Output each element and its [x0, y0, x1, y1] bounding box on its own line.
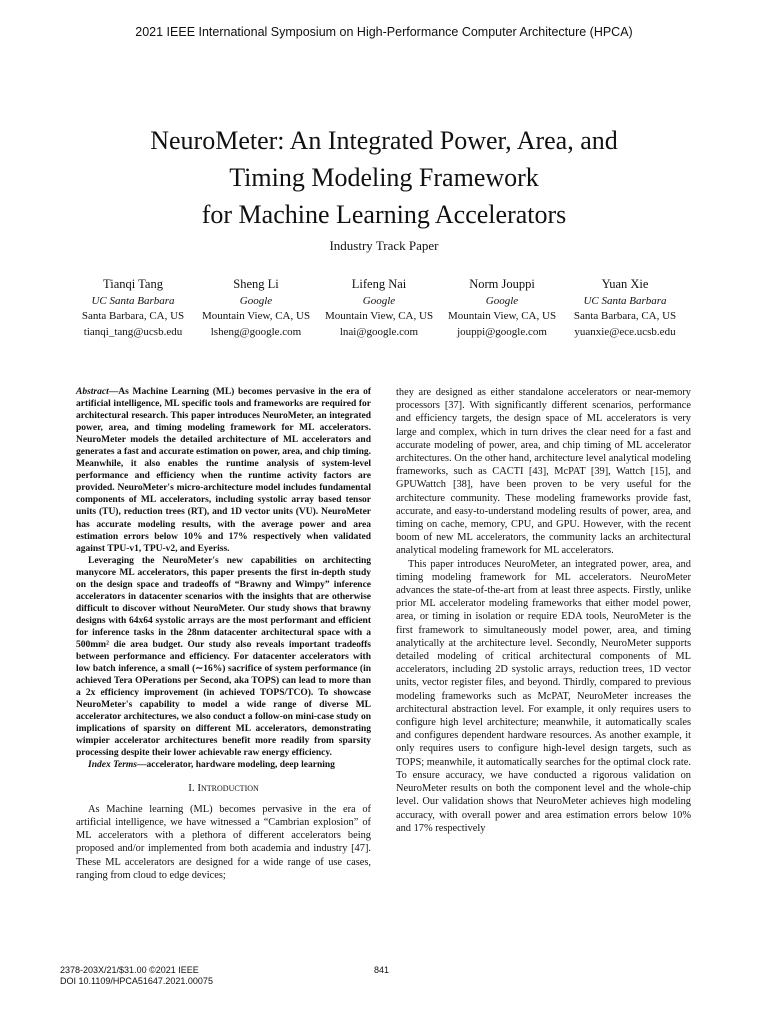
- copyright-line: 2378-203X/21/$31.00 ©2021 IEEE: [60, 965, 199, 975]
- author-affiliation: Google: [362, 294, 396, 307]
- section-heading-introduction: I. Introduction: [188, 781, 259, 794]
- title-line-1: NeuroMeter: An Integrated Power, Area, and: [150, 126, 618, 155]
- author-block: [72, 277, 686, 340]
- author-4: [441, 277, 563, 340]
- author-name: Lifeng Nai: [351, 277, 407, 291]
- author-email: tianqi_tang@ucsb.edu: [83, 325, 183, 338]
- author-1: [72, 277, 194, 340]
- author-name: Yuan Xie: [601, 277, 649, 291]
- author-email: jouppi@google.com: [457, 325, 547, 338]
- author-5: [564, 277, 686, 340]
- author-location: Mountain View, CA, US: [447, 310, 557, 322]
- title-line-2: Timing Modeling Framework: [229, 163, 539, 192]
- author-affiliation: UC Santa Barbara: [583, 294, 667, 307]
- abstract: [76, 386, 371, 555]
- author-affiliation: Google: [239, 294, 273, 307]
- author-3: [318, 277, 440, 340]
- intro-paragraph-continued: they are designed as either standalone accelerators or near-memory processors [37]. With significantly different scenarios, performance and efficiency targets, the design space of ML accelerators is very large and complex, which in turn drives the clear need for a fast and accurate modeling of power, area, and chip timing of ML accelerator architectures. On the other hand, architecture level analytical modeling frameworks, such as CACTI [43], McPAT [39], Wattch [15], and GPUWattch [38], have been proven to be very useful for the architecture community. These modeling frameworks provide fast, accurate, and easy-to-understand modeling results of power, area, and timing on cache, memory, CPU, and GPU. However, with the recent boom of new ML accelerators, the community lacks an architectural analytical modeling framework for ML accelerators.: [396, 387, 691, 557]
- abstract-label: Abstract: [76, 387, 109, 397]
- intro-paragraph-1: As Machine learning (ML) becomes pervasive in the era of artificial intelligence, we have witnessed a “Cambrian explosion” of ML accelerators with a plethora of different accelerators being proposed and/or implemented from both academia and industry [47]. These ML accelerators are designed for a wide range of use cases, ranging from cloud to edge devices;: [76, 803, 371, 881]
- author-email: yuanxie@ece.ucsb.edu: [574, 325, 676, 338]
- left-column: [76, 386, 371, 882]
- author-name: Tianqi Tang: [103, 277, 163, 291]
- author-2: [195, 277, 317, 340]
- track-label: Industry Track Paper: [329, 238, 439, 253]
- author-name: Sheng Li: [233, 277, 279, 291]
- author-location: Santa Barbara, CA, US: [81, 310, 185, 322]
- author-location: Santa Barbara, CA, US: [573, 310, 677, 322]
- doi-line: DOI 10.1109/HPCA51647.2021.00075: [60, 976, 213, 986]
- abstract-text: —As Machine Learning (ML) becomes pervasive in the era of artificial intelligence, ML specific tools and frameworks are required for architectural research. This paper introduces NeuroMeter, an integrated power, area, and timing modeling framework for ML accelerators. NeuroMeter models the detailed architecture of ML accelerators and generates a fast and accurate estimation on power, area, and chip timing. Meanwhile, it also enables the runtime analysis of system-level performance and efficiency when the runtime activity factors are provided. NeuroMeter's micro-architecture model includes fundamental components of ML accelerators, including systolic array based tensor units (TU), reduction trees (RT), and 1D vector units (VU). NeuroMeter has accurate modeling results, with the average power and area estimation errors below 10% and 17% respectively when validated against TPU-v1, TPU-v2, and Eyeriss.: [76, 387, 372, 554]
- intro-paragraph-2: This paper introduces NeuroMeter, an integrated power, area, and timing modeling framework for ML accelerators. NeuroMeter advances the state-of-the-art from at least three aspects. Firstly, unlike prior ML accelerator modeling frameworks that either model power, area, or timing in isolation or require EDA tools, NeuroMeter is the first framework to simultaneously model power, area, and timing analytically at the architecture level. Secondly, NeuroMeter supports detailed modeling of critical architectural components of ML accelerators, including 2D systolic arrays, reduction trees, 1D vector units, vector register files, and beyond. Thirdly, compared to previous modeling frameworks such as McPAT, NeuroMeter increases the architectural abstraction level. For example, it only requires users to configure high level architecture; meanwhile, it automatically scales and configures dependent hardware resources. As another example, it only requires users to configure high-level design targets, such as TOPS; meanwhile, it automatically searches for the optimal clock rate. To ensure accuracy, we have conducted a rigorous validation on NeuroMeter results on both the component level and the whole-chip level. Our validation shows that NeuroMeter achieves high modeling accuracy, with overall power and area estimation errors below 10% and 17% respectively: [396, 558, 691, 834]
- title-line-3: for Machine Learning Accelerators: [201, 200, 567, 229]
- author-affiliation: UC Santa Barbara: [91, 294, 175, 307]
- abstract-paragraph-2: Leveraging the NeuroMeter's new capabilities on architecting manycore ML accelerators, this paper presents the first in-depth study on the design space and tradeoffs of “Brawny and Wimpy” inference accelerators in datacenter scenarios with the insights that are otherwise difficult to discover without NeuroMeter. Our study shows that brawny designs with 64x64 systolic arrays are the most performant and efficient for inference tasks in the 28nm datacenter architectural space with a 500mm² die area budget. Our study also reveals important tradeoffs between performance and efficiency. For datacenter accelerators with low batch inference, a small (∼16%) sacrifice of system performance (in achieved Tera OPerations per Second, aka TOPS) can lead to more than a 2x efficiency improvement (in achieved TOPS/TCO). To showcase NeuroMeter's capability to model a wide range of diverse ML accelerator architectures, we also conduct a follow-on mini-case study on implications of sparsity on different ML accelerators, demonstrating wimpier accelerator architectures benefit more readily from sparsity processing despite their lower achievable raw energy efficiency.: [76, 555, 371, 759]
- author-email: lsheng@google.com: [210, 325, 302, 338]
- conference-header: 2021 IEEE International Symposium on High-Performance Computer Architecture (HPCA): [135, 25, 633, 39]
- paper-title: [0, 122, 768, 233]
- copyright-footer: [60, 965, 213, 987]
- right-column: [396, 386, 691, 835]
- index-terms-text: —accelerator, hardware modeling, deep learning: [137, 760, 335, 771]
- author-location: Mountain View, CA, US: [201, 310, 311, 322]
- index-terms: [76, 759, 371, 771]
- author-email: lnai@google.com: [339, 325, 419, 338]
- author-affiliation: Google: [485, 294, 519, 307]
- index-terms-label: Index Terms: [88, 760, 138, 771]
- page-number: 841: [374, 965, 390, 975]
- author-location: Mountain View, CA, US: [324, 310, 434, 322]
- author-name: Norm Jouppi: [469, 277, 535, 291]
